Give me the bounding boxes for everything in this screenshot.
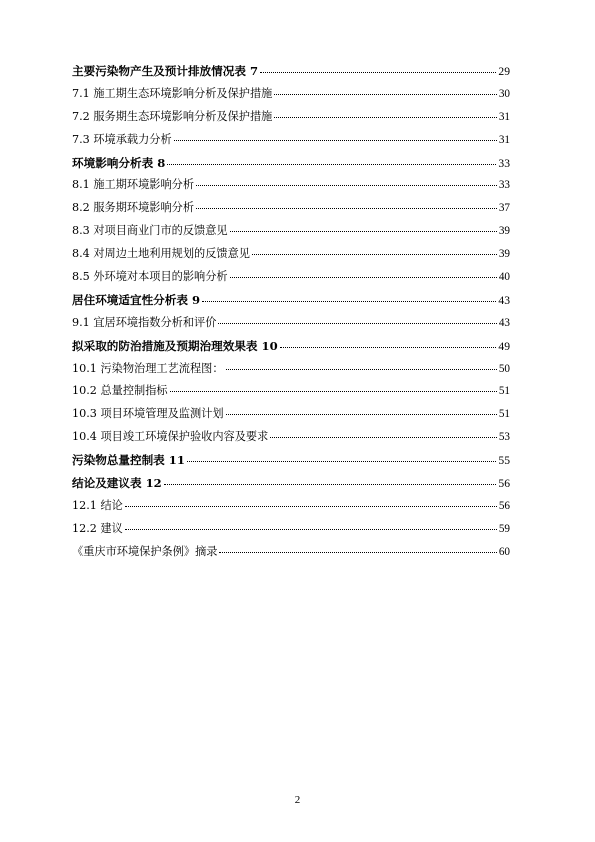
toc-entry[interactable] [72,541,510,564]
toc-entry-page: 40 [498,271,510,284]
dot-leader [226,369,497,370]
toc-entry-title: 污染物总量控制表 11 [72,453,185,468]
toc-entry-page: 51 [498,408,510,421]
toc-entry[interactable] [72,472,510,495]
toc-entry-page: 51 [498,385,510,398]
toc-entry-title: 7.2 服务期生态环境影响分析及保护措施 [72,109,273,123]
dot-leader [218,323,496,324]
toc-entry-page: 39 [498,248,510,261]
dot-leader [280,347,497,348]
toc-entry-page: 31 [498,110,510,123]
toc-entry-page: 55 [498,454,510,468]
toc-entry-title: 7.1 施工期生态环境影响分析及保护措施 [72,86,273,100]
toc-entry-page: 33 [498,179,510,192]
toc-entry-page: 33 [498,156,510,170]
toc-entry[interactable] [72,358,510,381]
toc-entry[interactable] [72,83,510,106]
toc-entry-title: 10.3 项目环境管理及监测计划 [72,407,224,421]
toc-entry[interactable] [72,174,510,197]
dot-leader [219,552,496,553]
dot-leader [274,94,496,95]
toc-entry-page: 59 [498,522,510,535]
toc-entry-page: 56 [498,477,510,491]
toc-entry[interactable] [72,106,510,129]
dot-leader [260,72,496,73]
toc-entry[interactable] [72,266,510,289]
dot-leader [230,277,497,278]
toc-entry[interactable] [72,289,510,312]
toc-entry[interactable] [72,518,510,541]
toc-entry-title: 10.1 污染物治理工艺流程图： [72,361,224,375]
dot-leader [125,506,497,507]
toc-entry[interactable] [72,312,510,335]
toc-entry-title: 《重庆市环境保护条例》摘录 [72,544,218,558]
toc-entry-page: 37 [498,202,510,215]
toc-entry-page: 39 [498,225,510,238]
dot-leader [170,391,497,392]
dot-leader [270,437,497,438]
toc-entry-title: 8.1 施工期环境影响分析 [72,178,195,192]
toc-entry[interactable] [72,60,510,83]
table-of-contents [72,60,510,564]
toc-entry-page: 49 [498,339,510,353]
toc-entry-title: 8.3 对项目商业门市的反馈意见 [72,224,228,238]
toc-entry-page: 43 [498,316,510,329]
toc-entry-page: 53 [498,431,510,444]
toc-entry[interactable] [72,403,510,426]
toc-entry-title: 9.1 宜居环境指数分析和评价 [72,315,217,329]
toc-entry-title: 8.2 服务期环境影响分析 [72,201,195,215]
page-number: 2 [294,794,301,806]
toc-entry[interactable] [72,380,510,403]
toc-entry-page: 31 [498,133,510,146]
dot-leader [164,484,497,485]
toc-entry-title: 12.2 建议 [72,521,123,535]
toc-entry[interactable] [72,449,510,472]
toc-entry[interactable] [72,243,510,266]
dot-leader [174,140,497,141]
toc-entry-title: 居住环境适宜性分析表 9 [72,292,201,307]
toc-entry-page: 30 [498,87,510,100]
dot-leader [125,529,497,530]
toc-entry[interactable] [72,152,510,175]
toc-entry[interactable] [72,426,510,449]
toc-entry-title: 10.4 项目竣工环境保护验收内容及要求 [72,430,269,444]
toc-entry-title: 8.4 对周边土地利用规划的反馈意见 [72,247,250,261]
toc-entry[interactable] [72,197,510,220]
toc-entry-title: 结论及建议表 12 [72,476,162,491]
dot-leader [226,414,497,415]
toc-entry-title: 拟采取的防治措施及预期治理效果表 10 [72,338,278,353]
dot-leader [274,117,496,118]
toc-entry[interactable] [72,495,510,518]
toc-entry[interactable] [72,335,510,358]
dot-leader [187,461,496,462]
toc-entry-title: 环境影响分析表 8 [72,155,166,170]
toc-entry-page: 50 [498,362,510,375]
toc-entry[interactable] [72,129,510,152]
dot-leader [230,231,497,232]
toc-entry-title: 10.2 总量控制指标 [72,384,168,398]
dot-leader [252,254,497,255]
toc-entry-title: 主要污染物产生及预计排放情况表 7 [72,64,259,78]
dot-leader [196,185,497,186]
toc-entry-title: 8.5 外环境对本项目的影响分析 [72,270,228,284]
toc-entry-page: 56 [498,499,510,512]
toc-entry-title: 12.1 结论 [72,498,123,512]
toc-entry-page: 43 [498,293,510,307]
toc-entry-title: 7.3 环境承载力分析 [72,132,172,146]
dot-leader [196,208,497,209]
toc-entry-page: 60 [498,545,510,558]
toc-entry-page: 29 [498,65,510,78]
toc-entry[interactable] [72,220,510,243]
dot-leader [167,164,496,165]
dot-leader [202,301,496,302]
